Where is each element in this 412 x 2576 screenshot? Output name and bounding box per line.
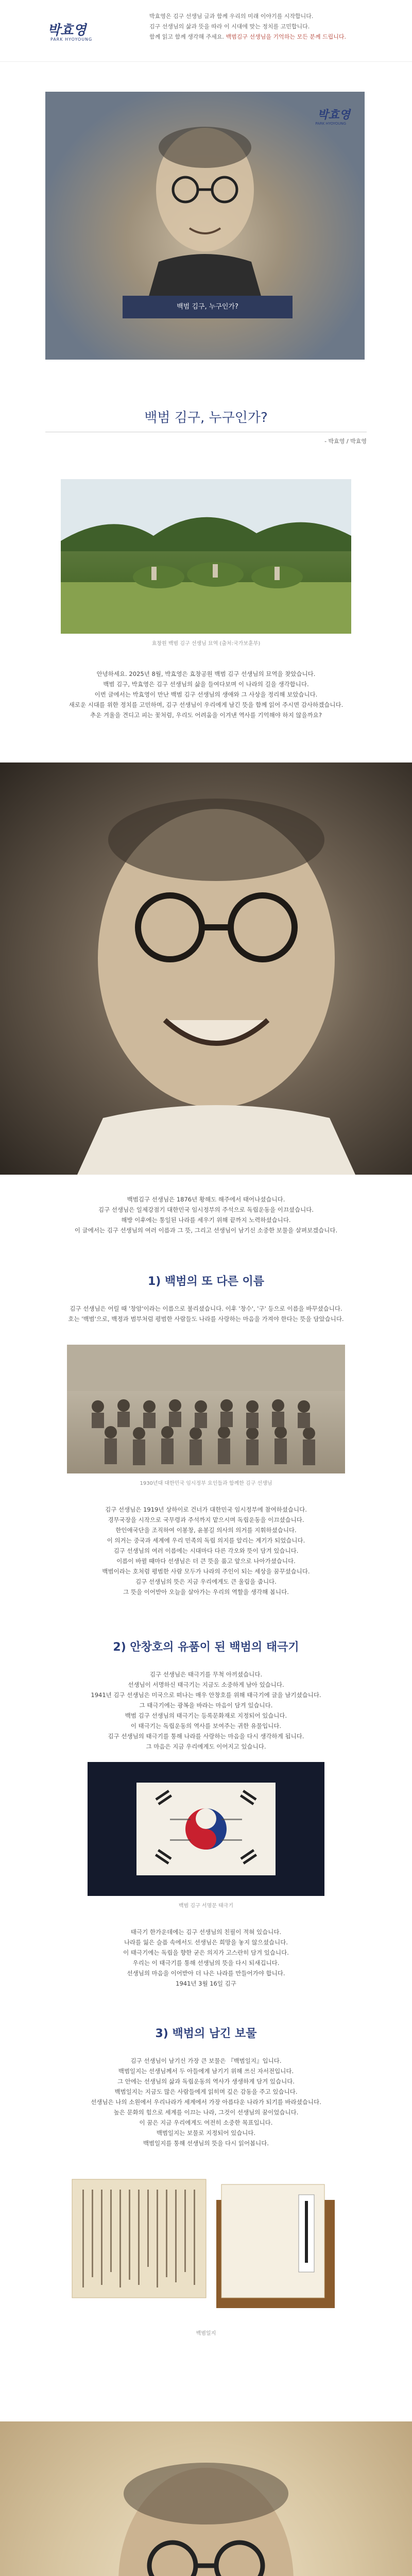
body-line: 백범일지는 보물로 지정되어 있습니다. [156,2129,256,2137]
memorial-photo [61,479,351,634]
header-line-2: 김구 선생님의 삶과 뜻을 따라 이 시대에 맞는 정치를 고민합니다. [149,23,310,30]
hero-caption: 백범 김구, 누구인가? [123,296,293,318]
taegukgi-icon [88,1762,324,1896]
hero-image [45,92,365,360]
body-line: 이 글에서는 김구 선생님의 여러 이름과 그 뜻, 그리고 선생님이 남기신 소중한 보물을 살펴보겠습니다. [74,1227,338,1234]
body-line: 김구 선생님이 남기신 가장 큰 보물은 『백범일지』입니다. [130,2057,282,2064]
group-photo-caption: 1930년대 대한민국 임시정부 요인들과 함께한 김구 선생님 [140,1481,272,1486]
body-line: 김구 선생님은 태극기를 무척 아끼셨습니다. [149,1671,263,1678]
body-line: 김구 선생님의 태극기를 통해 나라를 사랑하는 마음을 다시 생각하게 됩니다. [108,1733,304,1740]
after-portrait-paragraph [62,1194,350,1235]
body-line: 이름이 바뀔 때마다 선생님은 더 큰 뜻을 품고 앞으로 나아가셨습니다. [116,1557,296,1565]
body-line: 이 태극기는 독립운동의 역사를 보여주는 귀한 유물입니다. [130,1722,282,1730]
header-line-3-text: 함께 읽고 함께 생각해 주세요. [149,33,226,40]
intro-line: 이번 글에서는 박효영이 만난 백범 김구 선생님의 생애와 그 사상을 정리해 보았습니다. [94,691,318,698]
body-line: 그 뜻을 이어받아 오늘을 살아가는 우리의 역할을 생각해 봅니다. [123,1588,289,1596]
section-2-title: 2) 안창호의 유품이 된 백범의 태극기 [113,1641,299,1654]
body-line: 백범일지는 지금도 많은 사람들에게 읽히며 깊은 감동을 주고 있습니다. [114,2088,298,2095]
body-line: 우리는 이 태극기를 통해 선생님의 뜻을 다시 되새깁니다. [132,1959,280,1967]
hero-logo: 박효영 [317,108,350,122]
body-line: 선생님의 마음을 이어받아 더 나은 나라를 만들어가야 합니다. [127,1970,285,1977]
body-line: 높은 문화의 힘으로 세계를 이끄는 나라, 그것이 선생님의 꿈이었습니다. [113,2109,299,2116]
section-2-paragraph-a [62,1669,350,1752]
header [0,0,412,62]
body-line: 호는 '백범'으로, 백정과 범부처럼 평범한 사람들도 나라를 사랑하는 마음을 가져야 한다는 뜻을 담았습니다. [68,1315,344,1323]
header-logo-sub: PARK HYOYOUNG [50,37,93,42]
body-line: 김구 선생님은 일제강점기 대한민국 임시정부의 주석으로 독립운동을 이끄셨습니다. [98,1206,314,1213]
body-line: 1941년 3월 16일 김구 [176,1980,236,1987]
closing-portrait-photo [0,2421,412,2576]
body-line: 이 태극기에는 독립을 향한 굳은 의지가 고스란히 담겨 있습니다. [123,1949,289,1956]
body-line: 이 의거는 중국과 세계에 우리 민족의 독립 의지를 알리는 계기가 되었습니다. [107,1537,305,1544]
intro-line: 새로운 시대를 위한 정치를 고민하며, 김구 선생님이 우리에게 남긴 뜻을 함께 읽어 주시면 감사하겠습니다. [68,701,344,708]
body-line: 나라를 잃은 슬픔 속에서도 선생님은 희망을 놓지 않으셨습니다. [124,1939,288,1946]
smiling-portrait-photo [0,762,412,1175]
flag-photo [88,1762,324,1896]
section-3-paragraph-a [62,2056,350,2148]
section-1-paragraph-a [41,1303,371,1324]
body-line: 백범일지를 통해 선생님의 뜻을 다시 읽어봅니다. [143,2140,269,2147]
body-line: 김구 선생님은 1919년 상하이로 건너가 대한민국 임시정부에 참여하셨습니다. [105,1506,307,1513]
page-title: 백범 김구, 누구인가? [144,410,268,426]
header-line-3 [149,32,371,42]
intro-line: 추운 겨울을 견디고 피는 꽃처럼, 우리도 어려움을 이겨낸 역사를 기억해야 하지 않을까요? [90,711,322,719]
body-line: 백범김구 선생님은 1876년 황해도 해주에서 태어나셨습니다. [127,1196,285,1203]
body-line: 백범이라는 호처럼 평범한 사람 모두가 나라의 주인이 되는 세상을 꿈꾸셨습니다. [102,1568,310,1575]
intro-line: 백범 김구, 박효영은 김구 선생님의 삶을 들여다보며 이 나라의 길을 생각합니다. [103,681,309,688]
body-line: 해방 이후에는 통일된 나라를 세우기 위해 끝까지 노력하셨습니다. [121,1216,291,1224]
section-1-paragraph-b [62,1504,350,1597]
body-line: 김구 선생님은 어릴 때 '창암'이라는 이름으로 불리셨습니다. 이후 '창수', '구' 등으로 이름을 바꾸셨습니다. [70,1305,342,1312]
book-icon [62,2164,350,2318]
header-text [149,11,371,42]
memorial-caption: 효창원 백범 김구 선생님 묘역 (출처:국가보훈부) [151,641,261,647]
body-line: 한인애국단을 조직하여 이봉창, 윤봉길 의사의 의거를 지휘하셨습니다. [115,1527,297,1534]
section-2-paragraph-b [62,1927,350,1989]
closing-portrait-icon [0,2421,412,2576]
hero-logo-sub: PARK HYOYOUNG [315,122,346,126]
body-line: 김구 선생님의 뜻은 지금 우리에게도 큰 울림을 줍니다. [135,1578,277,1585]
body-line: 이 꿈은 지금 우리에게도 여전히 소중한 목표입니다. [139,2119,273,2126]
section-1-title: 1) 백범의 또 다른 이름 [147,1275,264,1288]
baekbeomilji-caption: 백범일지 [196,2331,216,2336]
header-line-3-highlight: 백범김구 선생님을 기억하는 모든 분께 드립니다. [226,33,346,40]
body-line: 그 태극기에는 광복을 바라는 마음이 담겨 있습니다. [139,1702,273,1709]
author: - 박효영 / 박효영 [324,438,367,445]
intro-line: 안녕하세요. 2025년 8월, 박효영은 효창공원 백범 김구 선생님의 묘역을 찾았습니다. [96,670,316,677]
body-line: 선생님은 나의 소원에서 우리나라가 세계에서 가장 아름다운 나라가 되기를 바라셨습니다. [91,2098,321,2106]
portrait-icon [128,112,282,298]
smiling-portrait-icon [0,762,412,1175]
body-line: 그 마음은 지금 우리에게도 이어지고 있습니다. [146,1743,266,1750]
body-line: 태극기 한가운데에는 김구 선생님의 친필이 적혀 있습니다. [130,1928,282,1936]
memorial-icon [61,479,351,634]
body-line: 백범일지는 선생님께서 두 아들에게 남기기 위해 쓰신 자서전입니다. [118,2067,294,2075]
flag-caption: 백범 김구 서명문 태극기 [178,1903,234,1909]
baekbeomilji-photo [62,2164,350,2318]
body-line: 선생님이 서명하신 태극기는 지금도 소중하게 남아 있습니다. [128,1681,284,1688]
body-line: 경무국장을 시작으로 국무령과 주석까지 맡으시며 독립운동을 이끄셨습니다. [108,1516,304,1523]
intro-paragraph [62,669,350,720]
group-photo [67,1345,345,1473]
body-line: 그 안에는 선생님의 삶과 독립운동의 역사가 생생하게 담겨 있습니다. [117,2078,295,2085]
body-line: 백범 김구 선생님의 태극기는 등록문화재로 지정되어 있습니다. [125,1712,287,1719]
header-logo[interactable]: 박효영 [47,23,87,38]
header-line-1: 박효영은 김구 선생님 글과 함께 우리의 미래 이야기를 시작합니다. [149,13,314,20]
section-3-title: 3) 백범의 남긴 보물 [155,2027,257,2040]
body-line: 김구 선생님의 여러 이름에는 시대마다 다른 각오와 뜻이 담겨 있습니다. [113,1547,299,1554]
body-line: 1941년 김구 선생님은 미국으로 떠나는 매우 안창호를 위해 태극기에 글을 남기셨습니다. [91,1691,321,1699]
group-photo-icon [67,1345,345,1473]
